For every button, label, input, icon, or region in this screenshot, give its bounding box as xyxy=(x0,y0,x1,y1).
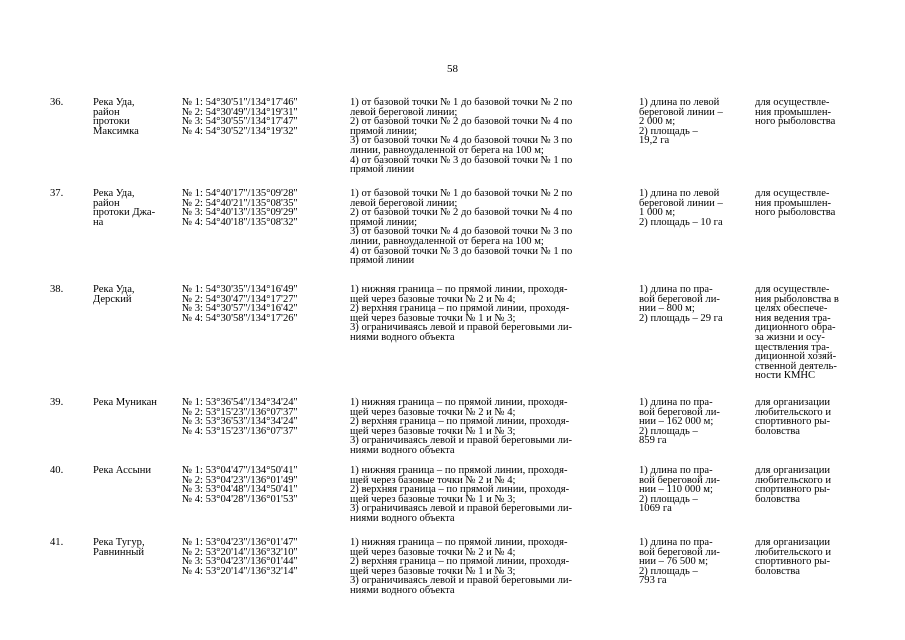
base-point-coordinates-line: № 1: 54°40'17''/135°09'28'' xyxy=(182,188,298,199)
site-purpose-line: ного рыболовства xyxy=(755,207,836,219)
site-purpose-line: для организации xyxy=(755,465,831,476)
boundary-description-line: 4) от базовой точки № 3 до базовой точки № 1 по xyxy=(350,245,573,257)
row-number xyxy=(50,538,80,548)
boundary-description-line: прямой линии xyxy=(350,255,415,267)
boundary-description-line: ниями водного объекта xyxy=(350,512,455,524)
site-purpose-line: ществления тра- xyxy=(755,341,830,353)
boundary-description-line: 2) верхняя граница – по прямой линии, проходя- xyxy=(350,416,570,428)
site-purpose-line: для осуществле- xyxy=(755,284,830,295)
base-point-coordinates xyxy=(182,189,334,227)
base-point-coordinates-line: № 4: 53°04'28''/136°01'53'' xyxy=(182,493,298,505)
site-purpose-line: ния промышлен- xyxy=(755,197,832,209)
site-parameters-line: 1 000 м; xyxy=(639,207,676,219)
water-body-name-line: Река Муникан xyxy=(93,397,157,408)
site-parameters-line: береговой линии – xyxy=(639,106,723,118)
boundary-description xyxy=(350,398,628,456)
base-point-coordinates-line: № 1: 53°04'47''/134°50'41'' xyxy=(182,465,298,476)
site-purpose-line: ния рыболовства в xyxy=(755,293,839,305)
site-parameters xyxy=(639,538,749,586)
site-purpose-line: для организации xyxy=(755,537,831,548)
base-point-coordinates xyxy=(182,398,334,436)
site-purpose xyxy=(755,466,865,504)
boundary-description-line: 2) верхняя граница – по прямой линии, проходя- xyxy=(350,556,570,568)
site-purpose xyxy=(755,398,865,436)
row-number xyxy=(50,98,80,108)
boundary-description-line: 2) от базовой точки № 2 до базовой точки № 4 по xyxy=(350,116,573,128)
site-parameters-line: 2) площадь – xyxy=(639,565,698,577)
site-purpose-line: диционной хозяй- xyxy=(755,351,837,363)
boundary-description-line: линии, равноудаленной от берега на 100 м; xyxy=(350,235,544,247)
water-body-name-line: Река Тугур, xyxy=(93,537,145,548)
base-point-coordinates-line: № 2: 54°30'47''/134°17'27'' xyxy=(182,293,298,305)
base-point-coordinates-line: № 3: 53°04'23''/136°01'44'' xyxy=(182,556,298,568)
water-body-name xyxy=(93,285,173,304)
base-point-coordinates-line: № 4: 54°40'18''/135°08'32'' xyxy=(182,216,298,228)
boundary-description-line: щей через базовые точки № 1 и № 3; xyxy=(350,425,516,437)
boundary-description-line: щей через базовые точки № 1 и № 3; xyxy=(350,312,516,324)
site-parameters xyxy=(639,189,749,227)
row-number xyxy=(50,466,80,476)
base-point-coordinates-line: № 1: 54°30'35''/134°16'49'' xyxy=(182,284,298,295)
water-body-name xyxy=(93,189,173,227)
site-parameters xyxy=(639,285,749,323)
boundary-description-line: щей через базовые точки № 2 и № 4; xyxy=(350,546,516,558)
base-point-coordinates-line: № 3: 54°40'13''/135°09'29'' xyxy=(182,207,298,219)
site-parameters-line: 2) площадь – 29 га xyxy=(639,312,723,324)
row-number xyxy=(50,285,80,295)
base-point-coordinates-line: № 3: 53°36'53''/134°34'24'' xyxy=(182,416,298,428)
site-parameters-line: береговой линии – xyxy=(639,197,723,209)
boundary-description-line: линии, равноудаленной от берега на 100 м; xyxy=(350,144,544,156)
site-purpose-line: любительского и xyxy=(755,546,832,558)
boundary-description-line: 3) ограничиваясь левой и правой береговыми ли- xyxy=(350,322,573,334)
site-parameters xyxy=(639,98,749,146)
boundary-description-line: 1) нижняя граница – по прямой линии, проходя- xyxy=(350,537,568,548)
row-number xyxy=(50,398,80,408)
base-point-coordinates xyxy=(182,285,334,323)
boundary-description-line: 1) нижняя граница – по прямой линии, проходя- xyxy=(350,465,568,476)
boundary-description xyxy=(350,189,628,266)
site-purpose-line: ния промышлен- xyxy=(755,106,832,118)
site-parameters-line: вой береговой ли- xyxy=(639,406,720,418)
site-purpose-line: для осуществле- xyxy=(755,188,830,199)
water-body-name-line: Дерский xyxy=(93,293,132,305)
boundary-description xyxy=(350,538,628,596)
boundary-description-line: 3) ограничиваясь левой и правой береговыми ли- xyxy=(350,503,573,515)
base-point-coordinates-line: № 2: 54°30'49''/134°19'31'' xyxy=(182,106,298,118)
site-parameters-line: 2) площадь – 10 га xyxy=(639,216,723,228)
site-parameters-line: 1) длина по левой xyxy=(639,97,720,108)
boundary-description xyxy=(350,98,628,175)
boundary-description-line: левой береговой линии; xyxy=(350,197,458,209)
base-point-coordinates-line: № 4: 54°30'58''/134°17'26'' xyxy=(182,312,298,324)
boundary-description-line: щей через базовые точки № 2 и № 4; xyxy=(350,293,516,305)
water-body-name-line: на xyxy=(93,216,104,228)
water-body-name-line: Максимка xyxy=(93,125,139,137)
site-purpose-line: ственной деятель- xyxy=(755,360,837,372)
boundary-description xyxy=(350,285,628,343)
base-point-coordinates xyxy=(182,98,334,136)
row-number xyxy=(50,189,80,199)
boundary-description-line: ниями водного объекта xyxy=(350,331,455,343)
base-point-coordinates xyxy=(182,466,334,504)
boundary-description-line: 3) ограничиваясь левой и правой береговыми ли- xyxy=(350,575,573,587)
boundary-description-line: ниями водного объекта xyxy=(350,444,455,456)
boundary-description-line: 1) от базовой точки № 1 до базовой точки № 2 по xyxy=(350,188,573,199)
base-point-coordinates-line: № 1: 54°30'51''/134°17'46'' xyxy=(182,97,298,108)
site-parameters-line: вой береговой ли- xyxy=(639,474,720,486)
base-point-coordinates xyxy=(182,538,334,576)
site-purpose-line: спортивного ры- xyxy=(755,484,831,496)
base-point-coordinates-line: № 2: 53°04'23''/136°01'49'' xyxy=(182,474,298,486)
site-parameters-line: вой береговой ли- xyxy=(639,546,720,558)
site-parameters-line: нии – 76 500 м; xyxy=(639,556,709,568)
boundary-description-line: 1) нижняя граница – по прямой линии, проходя- xyxy=(350,397,568,408)
row-number-line: 41. xyxy=(50,537,64,548)
site-parameters xyxy=(639,398,749,446)
site-purpose-line: ности КМНС xyxy=(755,370,816,382)
site-parameters-line: 1069 га xyxy=(639,503,672,515)
water-body-name-line: Река Ассыни xyxy=(93,465,152,476)
boundary-description-line: 3) от базовой точки № 4 до базовой точки № 3 по xyxy=(350,135,573,147)
boundary-description-line: прямой линии xyxy=(350,164,415,176)
site-purpose-line: спортивного ры- xyxy=(755,416,831,428)
base-point-coordinates-line: № 3: 53°04'48''/134°50'41'' xyxy=(182,484,298,496)
row-number-line: 36. xyxy=(50,97,64,108)
row-number-line: 40. xyxy=(50,465,64,476)
site-parameters-line: 1) длина по пра- xyxy=(639,465,713,476)
boundary-description-line: 1) нижняя граница – по прямой линии, проходя- xyxy=(350,284,568,295)
boundary-description-line: 2) верхняя граница – по прямой линии, проходя- xyxy=(350,484,570,496)
water-body-name-line: протоки Джа- xyxy=(93,207,156,219)
water-body-name-line: Равнинный xyxy=(93,546,145,558)
base-point-coordinates-line: № 2: 54°40'21''/135°08'35'' xyxy=(182,197,298,209)
row-number-line: 39. xyxy=(50,397,64,408)
site-purpose-line: спортивного ры- xyxy=(755,556,831,568)
site-purpose-line: любительского и xyxy=(755,474,832,486)
site-purpose-line: для организации xyxy=(755,397,831,408)
row-number-line: 38. xyxy=(50,284,64,295)
boundary-description-line: щей через базовые точки № 2 и № 4; xyxy=(350,406,516,418)
water-body-name-line: протоки xyxy=(93,116,130,128)
base-point-coordinates-line: № 4: 54°30'52''/134°19'32'' xyxy=(182,125,298,137)
site-purpose-line: за жизни и осу- xyxy=(755,331,825,343)
site-parameters-line: нии – 110 000 м; xyxy=(639,484,713,496)
boundary-description xyxy=(350,466,628,524)
water-body-name-line: район xyxy=(93,106,120,118)
site-parameters-line: 1) длина по пра- xyxy=(639,397,713,408)
boundary-description-line: щей через базовые точки № 1 и № 3; xyxy=(350,565,516,577)
water-body-name-line: Река Уда, xyxy=(93,284,135,295)
water-body-name-line: район xyxy=(93,197,120,209)
site-purpose-line: любительского и xyxy=(755,406,832,418)
site-parameters-line: 2) площадь – xyxy=(639,425,698,437)
site-purpose xyxy=(755,285,865,381)
boundary-description-line: 1) от базовой точки № 1 до базовой точки № 2 по xyxy=(350,97,573,108)
site-purpose-line: боловства xyxy=(755,565,800,577)
water-body-name xyxy=(93,98,173,136)
site-parameters-line: 793 га xyxy=(639,575,667,587)
site-purpose-line: боловства xyxy=(755,493,800,505)
water-body-name-line: Река Уда, xyxy=(93,188,135,199)
base-point-coordinates-line: № 3: 54°30'55''/134°17'47'' xyxy=(182,116,298,128)
site-purpose xyxy=(755,189,865,218)
site-purpose-line: диционного обра- xyxy=(755,322,836,334)
boundary-description-line: 4) от базовой точки № 3 до базовой точки № 1 по xyxy=(350,154,573,166)
site-parameters-line: нии – 800 м; xyxy=(639,303,695,315)
row-number-line: 37. xyxy=(50,188,64,199)
site-parameters xyxy=(639,466,749,514)
boundary-description-line: 3) от базовой точки № 4 до базовой точки № 3 по xyxy=(350,226,573,238)
site-parameters-line: 859 га xyxy=(639,435,667,447)
base-point-coordinates-line: № 2: 53°20'14''/136°32'10'' xyxy=(182,546,298,558)
water-body-name xyxy=(93,398,173,408)
boundary-description-line: 3) ограничиваясь левой и правой береговыми ли- xyxy=(350,435,573,447)
base-point-coordinates-line: № 1: 53°36'54''/134°34'24'' xyxy=(182,397,298,408)
base-point-coordinates-line: № 2: 53°15'23''/136°07'37'' xyxy=(182,406,298,418)
site-parameters-line: 2) площадь – xyxy=(639,125,698,137)
site-purpose-line: для осуществле- xyxy=(755,97,830,108)
boundary-description-line: прямой линии; xyxy=(350,216,418,228)
site-purpose xyxy=(755,98,865,127)
water-body-name-line: Река Уда, xyxy=(93,97,135,108)
site-parameters-line: вой береговой ли- xyxy=(639,293,720,305)
page-number: 58 xyxy=(447,63,458,75)
base-point-coordinates-line: № 4: 53°15'23''/136°07'37'' xyxy=(182,425,298,437)
base-point-coordinates-line: № 1: 53°04'23''/136°01'47'' xyxy=(182,537,298,548)
site-parameters-line: 1) длина по пра- xyxy=(639,537,713,548)
boundary-description-line: 2) от базовой точки № 2 до базовой точки № 4 по xyxy=(350,207,573,219)
site-purpose xyxy=(755,538,865,576)
boundary-description-line: щей через базовые точки № 2 и № 4; xyxy=(350,474,516,486)
site-purpose-line: целях обеспече- xyxy=(755,303,828,315)
site-purpose-line: ния ведения тра- xyxy=(755,312,831,324)
boundary-description-line: 2) верхняя граница – по прямой линии, проходя- xyxy=(350,303,570,315)
site-parameters-line: 2 000 м; xyxy=(639,116,676,128)
site-parameters-line: нии – 162 000 м; xyxy=(639,416,714,428)
boundary-description-line: прямой линии; xyxy=(350,125,418,137)
base-point-coordinates-line: № 4: 53°20'14''/136°32'14'' xyxy=(182,565,298,577)
water-body-name xyxy=(93,466,173,476)
site-parameters-line: 19,2 га xyxy=(639,135,670,147)
water-body-name xyxy=(93,538,173,557)
site-parameters-line: 2) площадь – xyxy=(639,493,698,505)
site-parameters-line: 1) длина по левой xyxy=(639,188,720,199)
site-purpose-line: ного рыболовства xyxy=(755,116,836,128)
base-point-coordinates-line: № 3: 54°30'57''/134°16'42'' xyxy=(182,303,298,315)
site-parameters-line: 1) длина по пра- xyxy=(639,284,713,295)
boundary-description-line: щей через базовые точки № 1 и № 3; xyxy=(350,493,516,505)
site-purpose-line: боловства xyxy=(755,425,800,437)
boundary-description-line: ниями водного объекта xyxy=(350,584,455,596)
boundary-description-line: левой береговой линии; xyxy=(350,106,458,118)
